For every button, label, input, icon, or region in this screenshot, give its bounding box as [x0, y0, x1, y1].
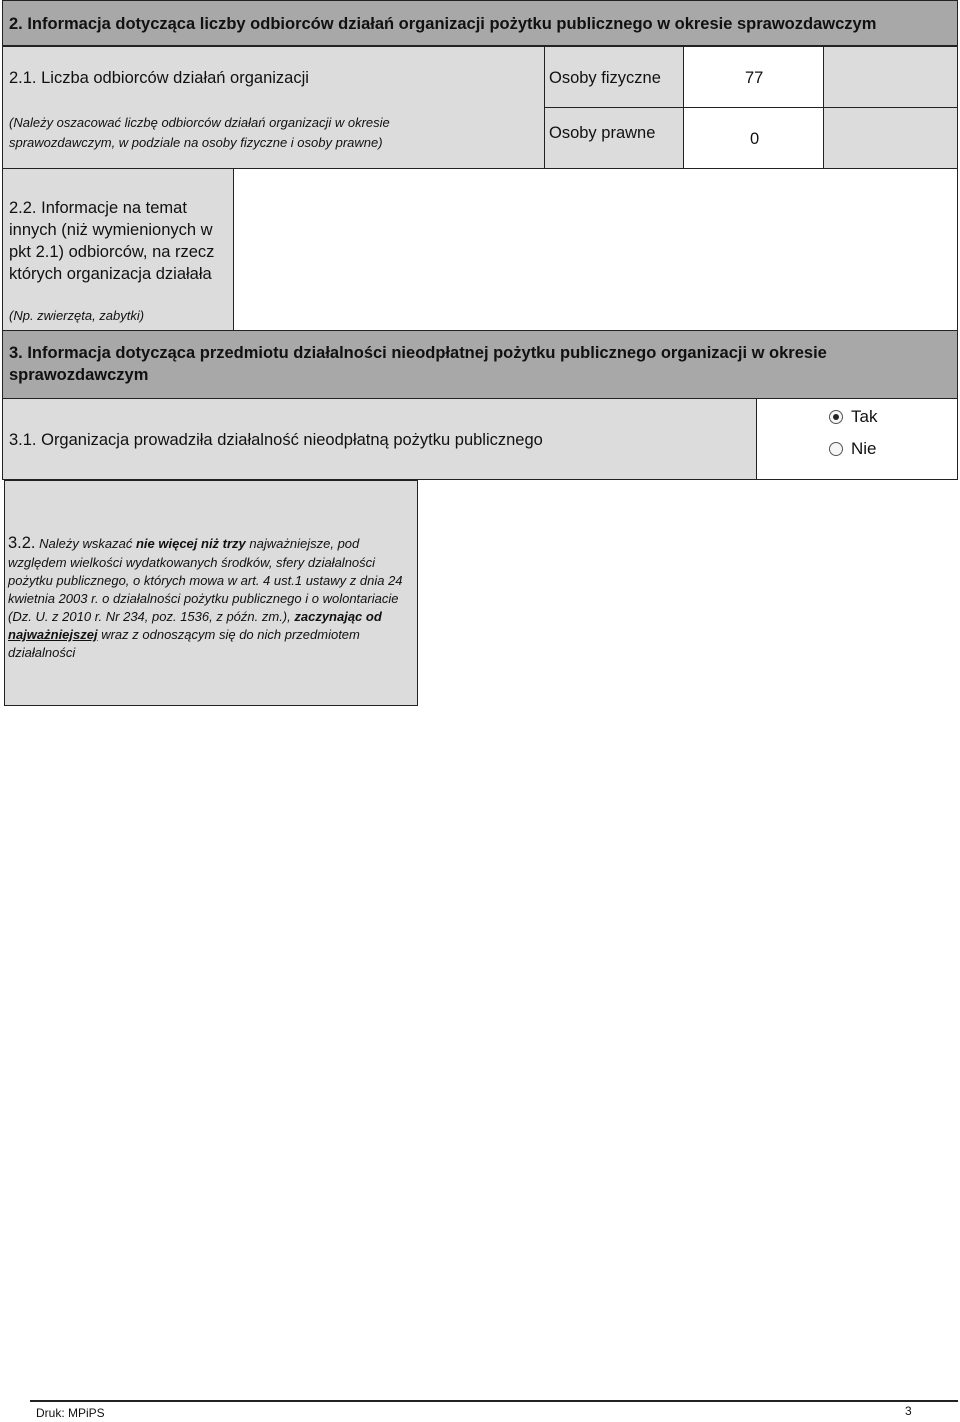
osoby-prawne-label-cell	[544, 107, 684, 169]
item-2-1-note: (Należy oszacować liczbę odbiorców działań organizacji w okresie sprawozdawczym, w podziale na osoby fizyczne i osoby prawne)	[9, 115, 390, 150]
osoby-prawne-label: Osoby prawne	[549, 124, 656, 142]
section-3-header	[2, 330, 958, 399]
osoby-fizyczne-spacer	[823, 46, 958, 108]
item-3-1-block	[2, 398, 757, 480]
item-2-1-block	[2, 46, 545, 169]
osoby-prawne-spacer	[823, 107, 958, 169]
item-3-2-text-3: wraz z odnoszącym się do nich przedmiotem działalności	[8, 627, 360, 660]
item-3-2-bold-3: najważniejszej	[8, 627, 98, 642]
footer-print-label: Druk: MPiPS	[36, 1406, 105, 1420]
osoby-prawne-value-field[interactable]	[683, 107, 824, 169]
radio-option-tak[interactable]	[829, 407, 877, 427]
item-2-2-value-field[interactable]	[233, 168, 958, 331]
section-2-title: 2. Informacja dotycząca liczby odbiorców działań organizacji pożytku publicznego w okresie sprawozdawczym	[9, 15, 877, 33]
item-2-2-block	[2, 168, 234, 331]
item-3-2-bold-2: zaczynając od	[294, 609, 382, 624]
section-3-title: 3. Informacja dotycząca przedmiotu działalności nieodpłatnej pożytku publicznego organizacji w okresie sprawozdawczym	[9, 344, 827, 384]
item-3-2-block	[4, 480, 418, 706]
radio-option-nie[interactable]	[829, 439, 877, 459]
item-3-1-options	[756, 398, 958, 480]
radio-selected-icon[interactable]	[829, 410, 843, 424]
item-3-1-title: 3.1. Organizacja prowadziła działalność nieodpłatną pożytku publicznego	[9, 431, 543, 449]
osoby-prawne-value: 0	[750, 130, 760, 148]
item-3-2-text-2: najważniejsze, pod względem wielkości wydatkowanych środków, sfery działalności pożytku publicznego, o których mowa w art. 4 ust.1 ustawy z dnia 24 kwietnia 2003 r. o działalności pożytku publicznego i o wolontariacie (Dz. U. z 2010 r. Nr 234, poz. 1536, z późn. zm.),	[8, 536, 403, 624]
item-2-2-example: (Np. zwierzęta, zabytki)	[9, 308, 145, 323]
section-2-header	[2, 0, 958, 46]
item-3-2-instructions	[8, 532, 408, 662]
item-3-2-bold-1: nie więcej niż trzy	[135, 536, 246, 551]
osoby-fizyczne-label-cell	[544, 46, 684, 108]
item-3-2-text-1: Należy wskazać	[39, 536, 136, 551]
osoby-fizyczne-label: Osoby fizyczne	[549, 69, 661, 87]
osoby-fizyczne-value: 77	[745, 69, 764, 87]
item-3-2-number: 3.2.	[8, 534, 36, 552]
radio-label-tak: Tak	[851, 407, 878, 426]
item-2-1-title: 2.1. Liczba odbiorców działań organizacji	[9, 69, 309, 87]
footer-page-number: 3	[905, 1404, 912, 1418]
radio-label-nie: Nie	[851, 439, 877, 458]
item-2-2-title: 2.2. Informacje na temat innych (niż wymienionych w pkt 2.1) odbiorców, na rzecz których organizacja działała	[9, 199, 215, 283]
footer-divider	[30, 1400, 958, 1402]
radio-unselected-icon[interactable]	[829, 442, 843, 456]
osoby-fizyczne-value-field[interactable]	[683, 46, 824, 108]
